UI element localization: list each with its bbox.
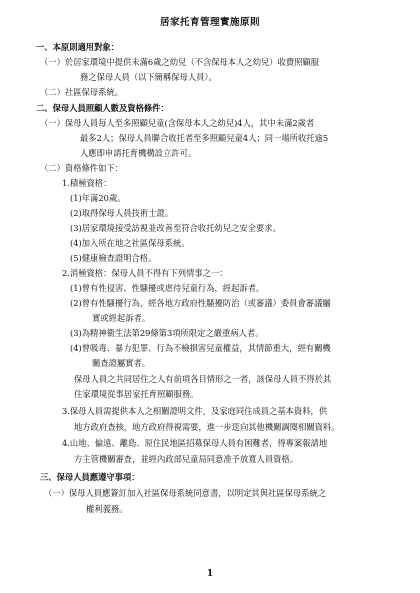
- section-heading: 三、保母人員應遵守事項：: [40, 472, 140, 482]
- paragraph-line: 關查證屬實者。: [92, 358, 151, 368]
- paragraph-line: 方主管機關審查，並經內政部兒童局同意准予放寬人員資格。: [74, 454, 299, 464]
- paragraph-line: 權利義務。: [86, 504, 128, 514]
- paragraph-line: (2)取得保母人員技術士證。: [70, 208, 174, 218]
- paragraph-line: 最多2人；保母人員聯合收托者至多照顧兒童4人；同一場所收托逾5: [80, 133, 329, 143]
- paragraph-line: 務之保母人員（以下簡稱保母人員）。: [80, 72, 217, 82]
- document-title: 居家托育管理實施原則: [159, 17, 260, 28]
- paragraph-line: (3)居家環境接受訪視並改善至符合收托幼兒之安全要求。: [70, 223, 281, 233]
- paragraph-line: （一）於居家環境中提供未滿6歲之幼兒（不含保母本人之幼兒）收費照顧服: [40, 57, 320, 67]
- paragraph-line: 住家環境從事居家托育照顧服務。: [74, 389, 199, 399]
- paragraph-line: （二）社區保母系統。: [40, 87, 123, 97]
- paragraph-line: （一）保母人員每人至多照顧兒童(含保母本人之幼兒)4人，其中未滿2歲者: [40, 118, 315, 128]
- paragraph-line: (3)為精神衛生法第29條第3項所限定之嚴重病人者。: [70, 328, 264, 338]
- paragraph-line: (1)年滿20歲。: [70, 193, 126, 203]
- paragraph-line: (1)曾有性侵害、性騷擾或虐待兒童行為，經起訴者。: [70, 283, 265, 293]
- paragraph-line: 實或經起訴者。: [92, 313, 151, 323]
- paragraph-line: 保母人員之共同居住之人有前項各目情形之一者，該保母人員不得於其: [74, 374, 332, 384]
- paragraph-line: 2.消極資格：保母人員不得有下列情事之一：: [62, 268, 228, 278]
- paragraph-line: 3.保母人員需提供本人之相關證明文件，及家庭同住成員之基本資料，供: [62, 406, 328, 416]
- paragraph-line: (2)曾有性騷擾行為，經各地方政府性騷擾防治（或審議）委員會審議屬: [70, 298, 331, 308]
- paragraph-line: (4)曾吸毒、暴力犯罪、行為不檢損害兒童權益，其情節重大，經有關機: [70, 343, 331, 353]
- section-heading: 一、本原則適用對象：: [36, 42, 119, 52]
- paragraph-line: 地方政府查核，地方政府得視需要，進一步逕向其他機關調閱相關資料。: [74, 422, 340, 432]
- paragraph-line: （二）資格條件如下：: [40, 163, 123, 173]
- paragraph-line: (5)健康檢查證明合格。: [70, 253, 157, 263]
- paragraph-line: (4)加入所在地之社區保母系統。: [70, 238, 190, 248]
- paragraph-line: 人應即申請托育機構設立許可。: [80, 148, 197, 158]
- paragraph-line: （一）保母人員應簽訂加入社區保母系統同意書，以明定其與社區保母系統之: [44, 488, 327, 498]
- page-number: 1: [206, 569, 214, 579]
- paragraph-line: 1.積極資格：: [62, 178, 112, 188]
- section-heading: 二、保母人員照顧人數及資格條件：: [36, 103, 169, 113]
- paragraph-line: 4.山地、偏遠、離島、原住民地區招募保母人員有困難者，得專案報請地: [62, 438, 328, 448]
